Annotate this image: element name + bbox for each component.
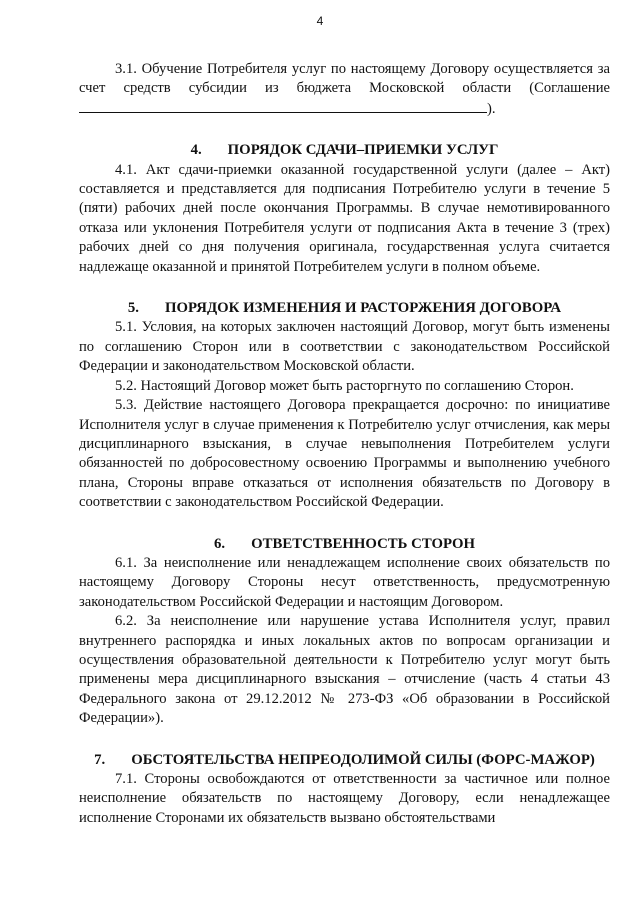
section-5-heading xyxy=(79,299,610,318)
paragraph-3-1-close: ). xyxy=(487,100,496,117)
section-6-title: ОТВЕТСТВЕННОСТЬ СТОРОН xyxy=(251,535,475,552)
agreement-blank-line xyxy=(79,99,487,113)
paragraph-5-2: 5.2. Настоящий Договор может быть расторгнуто по соглашению Сторон. xyxy=(115,377,574,394)
section-4-heading xyxy=(79,141,610,160)
paragraph-3-1-text: 3.1. Обучение Потребителя услуг по настоящему Договору осуществляется за счет средств субсидии из бюджета Московской области (Соглашение xyxy=(79,61,610,97)
paragraph-5-1: 5.1. Условия, на которых заключен настоящий Договор, могут быть изменены по соглашению Сторон или в соответствии с законодательством Российской Федерации и законодательством Московской области. xyxy=(79,319,610,375)
section-7-number: 7. xyxy=(94,751,106,768)
paragraph-5-3: 5.3. Действие настоящего Договора прекращается досрочно: по инициативе Исполнителя услуг в случае применения к Потребителю услуг отчисления, как меры дисциплинарного взыскания, в случае невыполнения Потребителем услуги обязанностей по добросовестному освоению Программы и выполнению учебного плана, Стороны вправе отказаться от исполнения обязательств по Договору в соответствии с законодательством Российской Федерации. xyxy=(79,397,610,511)
paragraph-6-1: 6.1. За неисполнение или ненадлежащем исполнение своих обязательств по настоящему Договору Стороны несут ответственность, предусмотренную законодательством Российской Федерации и настоящим Договором. xyxy=(79,554,610,610)
section-4-title: ПОРЯДОК СДАЧИ–ПРИЕМКИ УСЛУГ xyxy=(227,142,499,159)
paragraph-7-1: 7.1. Стороны освобождаются от ответственности за частичное или полное неисполнение обязательств по настоящему Договору, если ненадлежащее исполнение Сторонами их обязательств вызвано обстоятельствами xyxy=(79,771,610,826)
section-4-number: 4. xyxy=(190,142,202,159)
section-5-title: ПОРЯДОК ИЗМЕНЕНИЯ И РАСТОРЖЕНИЯ ДОГОВОРА xyxy=(164,300,562,317)
page-number: 4 xyxy=(316,14,324,28)
document-body xyxy=(79,60,610,828)
paragraph-4-1: 4.1. Акт сдачи-приемки оказанной государственной услуги (далее – Акт) составляется и представляется для подписания Потребителю услуги в течение 5 (пяти) рабочих дней после окончания Программы. В случае немотивированного отказа или уклонения Потребителя услуги от подписания Акта в течение 3 (трех) рабочих дней со дня получения оригинала, государственная услуга считается надлежаще оказанной и принятой Потребителем услуги в полном объеме. xyxy=(79,161,610,275)
section-7-heading xyxy=(79,751,610,770)
paragraph-3-1 xyxy=(79,60,610,119)
section-7-title: ОБСТОЯТЕЛЬСТВА НЕПРЕОДОЛИМОЙ СИЛЫ (ФОРС-МАЖОР) xyxy=(131,751,595,768)
section-6-number: 6. xyxy=(214,535,226,552)
section-6-heading xyxy=(79,535,610,554)
paragraph-6-2: 6.2. За неисполнение или нарушение устава Исполнителя услуг, правил внутреннего распорядка и иных локальных актов по вопросам организации и осуществления образовательной деятельности к Потребителю услуг могут быть применены мера дисциплинарного взыскания – отчисление (часть 4 статьи 43 Федерального закона от 29.12.2012 № 273-ФЗ «Об образовании в Российской Федерации»). xyxy=(79,613,610,727)
section-5-number: 5. xyxy=(127,300,139,317)
